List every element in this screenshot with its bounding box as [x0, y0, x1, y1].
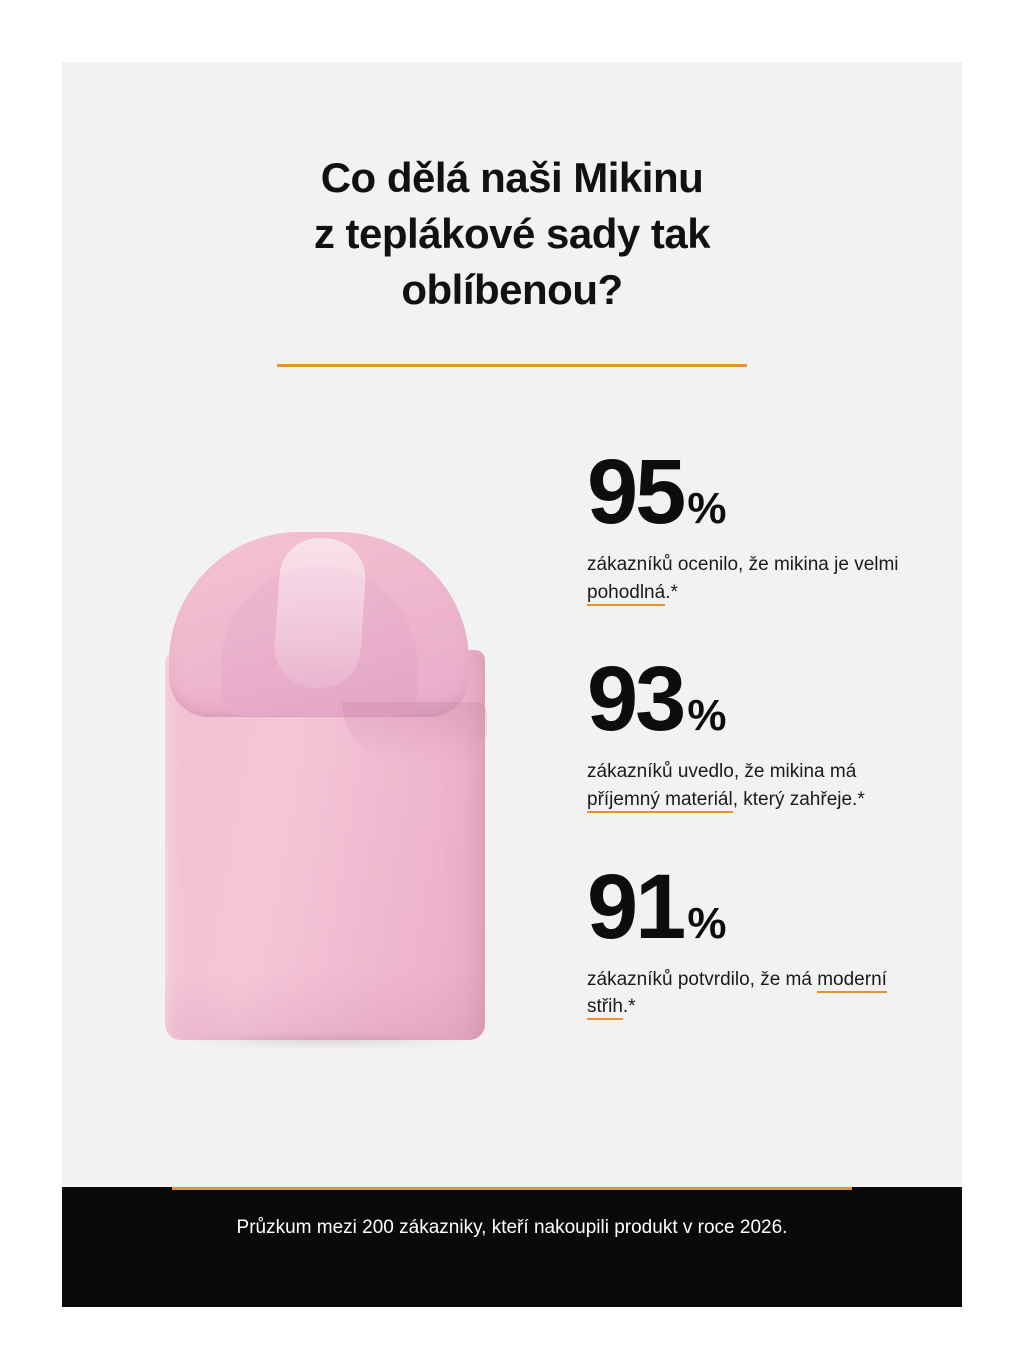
stat-1-number: 95	[587, 441, 684, 543]
headline-line-2: z teplákové sady tak	[313, 209, 711, 257]
stat-1-value	[587, 441, 917, 543]
stat-item-1	[587, 441, 917, 606]
stat-2-description	[587, 758, 917, 813]
promo-poster	[62, 62, 962, 1307]
hoodie-hood-fold-shape	[272, 535, 368, 691]
headline-line-1: Co dělá naši Mikinu	[320, 154, 704, 201]
stat-3-value	[587, 855, 917, 958]
stat-2-text-after: , který zahřeje.*	[732, 788, 865, 810]
stat-2-number: 93	[587, 648, 684, 751]
stat-item-2	[587, 648, 917, 813]
stat-3-text-after: .*	[622, 996, 636, 1018]
product-image-hoodie	[147, 532, 517, 1052]
page-title	[62, 150, 962, 318]
footer-divider	[172, 1187, 852, 1190]
stat-3-percent-sign: %	[687, 898, 726, 948]
stat-1-percent-sign: %	[687, 484, 726, 533]
product-drop-shadow	[177, 1032, 477, 1050]
stat-3-description	[587, 966, 917, 1021]
stats-list	[587, 441, 917, 1069]
stat-2-text-before: zákazníků uvedlo, že mikina má	[587, 761, 857, 783]
stat-1-text-after: .*	[665, 581, 678, 603]
stat-3-text-highlight: moderní střih	[587, 969, 887, 1021]
stat-2-value	[587, 648, 917, 751]
stat-1-description	[587, 551, 917, 606]
headline-line-3: oblíbenou?	[401, 265, 623, 313]
footer-bar	[62, 1187, 962, 1307]
stat-2-percent-sign: %	[687, 691, 726, 741]
stat-3-text-before: zákazníků potvrdilo, že má	[587, 968, 818, 990]
stat-2-text-highlight: příjemný materiál	[587, 789, 733, 813]
hoodie-hood-shape	[169, 532, 469, 717]
headline-divider	[277, 364, 747, 367]
stat-1-text-before: zákazníků ocenilo, že mikina je velmi	[587, 554, 899, 576]
stat-item-3	[587, 855, 917, 1021]
stat-3-number: 91	[587, 855, 684, 958]
stat-1-text-highlight: pohodlná	[587, 582, 665, 606]
footer-disclaimer: Průzkum mezi 200 zákazniky, kteří nakoupili produkt v roce 2026.	[236, 1217, 788, 1238]
